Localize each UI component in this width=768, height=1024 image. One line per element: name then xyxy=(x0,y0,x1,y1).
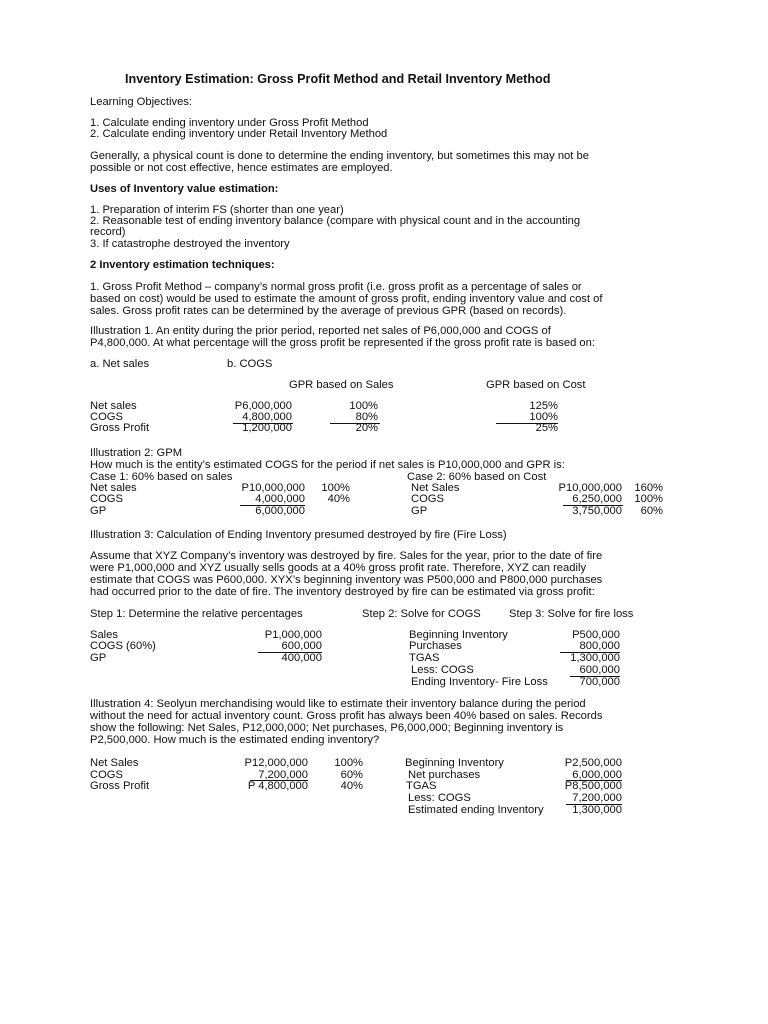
ill3-right-label: Less: COGS xyxy=(411,664,474,676)
ill4-right-amount: 1,300,000 xyxy=(572,804,622,816)
underline-rule xyxy=(233,423,293,424)
ill1-row-sales-pct: 100% xyxy=(349,400,378,412)
ill2-left-pct: 100% xyxy=(321,482,350,494)
ill1-row-sales-pct: 80% xyxy=(355,411,378,423)
document-title: Inventory Estimation: Gross Profit Method and Retail Inventory Method xyxy=(125,72,551,86)
ill3-left-label: GP xyxy=(90,652,107,664)
ill3-line: had occurred prior to the date of fire. The inventory destroyed by fire can be estimated via gross profit: xyxy=(90,586,595,598)
ill1-header-cost: GPR based on Cost xyxy=(486,379,586,391)
ill4-left-pct: 40% xyxy=(340,780,363,792)
ill4-right-label: Net purchases xyxy=(408,769,481,781)
ill3-right-amount: 600,000 xyxy=(579,664,620,676)
ill3-right-label: TGAS xyxy=(409,652,440,664)
intro-line: Generally, a physical count is done to determine the ending inventory, but sometimes this may not be xyxy=(90,150,589,162)
underline-rule xyxy=(566,780,622,781)
underline-rule xyxy=(563,505,623,506)
ill4-left-label: Net Sales xyxy=(90,757,139,769)
ill3-right-label: Ending Inventory- Fire Loss xyxy=(411,676,548,688)
ill2-question: How much is the entity’s estimated COGS for the period if net sales is P10,000,000 and GPR is: xyxy=(90,459,565,471)
objective-item: 1. Calculate ending inventory under Gross Profit Method xyxy=(90,117,369,129)
ill3-right-amount: 700,000 xyxy=(579,676,620,688)
ill3-heading: Illustration 3: Calculation of Ending Inventory presumed destroyed by fire (Fire Loss) xyxy=(90,529,507,541)
underline-rule xyxy=(258,652,322,653)
ill2-left-amount: 6,000,000 xyxy=(255,505,305,517)
ill3-line: estimate that COGS was P600,000. XYX’s beginning inventory was P500,000 and P800,000 purchases xyxy=(90,574,603,586)
ill3-left-amount: P1,000,000 xyxy=(264,629,322,641)
ill3-right-amount: 1,300,000 xyxy=(570,652,620,664)
ill4-left-amount: P 4,800,000 xyxy=(247,780,308,792)
ill2-right-amount: P10,000,000 xyxy=(558,482,622,494)
ill4-right-label: Less: COGS xyxy=(408,792,471,804)
ill1-line: P4,800,000. At what percentage will the gross profit be represented if the gross profit rate is based on: xyxy=(90,337,595,349)
ill3-step1: Step 1: Determine the relative percentages xyxy=(90,608,303,620)
ill2-left-amount: 4,000,000 xyxy=(255,493,305,505)
techniques-line: based on cost) would be used to estimate the amount of gross profit, ending inventory value and cost of xyxy=(90,293,603,305)
ill1-row-amount: 1,200,000 xyxy=(242,422,292,434)
ill3-left-amount: 600,000 xyxy=(281,640,322,652)
ill1-line: Illustration 1. An entity during the prior period, reported net sales of P6,000,000 and COGS of xyxy=(90,325,551,337)
ill1-row-cost-pct: 25% xyxy=(535,422,558,434)
ill4-left-pct: 100% xyxy=(334,757,363,769)
ill2-right-label: Net Sales xyxy=(411,482,460,494)
ill1-option-b: b. COGS xyxy=(227,358,273,370)
ill2-right-amount: 6,250,000 xyxy=(572,493,622,505)
ill3-right-label: Beginning Inventory xyxy=(409,629,508,641)
ill1-row-label: Gross Profit xyxy=(90,422,150,434)
techniques-heading: 2 Inventory estimation techniques: xyxy=(90,259,275,271)
ill4-left-amount: P12,000,000 xyxy=(244,757,308,769)
ill2-right-label: GP xyxy=(411,505,428,517)
ill4-left-label: COGS xyxy=(90,769,123,781)
ill4-line: Illustration 4: Seolyun merchandising would like to estimate their inventory balance during the period xyxy=(90,698,586,710)
ill2-right-label: COGS xyxy=(411,493,444,505)
ill3-left-label: COGS (60%) xyxy=(90,640,156,652)
underline-rule xyxy=(250,780,308,781)
ill3-step3: Step 3: Solve for fire loss xyxy=(509,608,634,620)
ill2-case2: Case 2: 60% based on Cost xyxy=(407,471,547,483)
ill1-row-label: COGS xyxy=(90,411,123,423)
objective-item: 2. Calculate ending inventory under Retail Inventory Method xyxy=(90,128,388,140)
techniques-line: sales. Gross profit rates can be determined by the average of previous GPR (based on records). xyxy=(90,305,567,317)
ill2-left-label: COGS xyxy=(90,493,123,505)
ill1-row-cost-pct: 100% xyxy=(529,411,558,423)
underline-rule xyxy=(560,652,620,653)
underline-rule xyxy=(496,423,558,424)
ill2-right-pct: 60% xyxy=(640,505,663,517)
underline-rule xyxy=(240,505,305,506)
ill3-right-label: Purchases xyxy=(409,640,462,652)
ill2-left-pct: 40% xyxy=(327,493,350,505)
ill1-row-cost-pct: 125% xyxy=(529,400,558,412)
ill4-right-label: Estimated ending Inventory xyxy=(408,804,544,816)
ill2-heading: Illustration 2: GPM xyxy=(90,447,183,459)
ill3-step2: Step 2: Solve for COGS xyxy=(362,608,481,620)
ill3-left-label: Sales xyxy=(90,629,118,641)
ill2-left-amount: P10,000,000 xyxy=(241,482,305,494)
ill2-right-pct: 100% xyxy=(634,493,663,505)
ill2-left-label: Net sales xyxy=(90,482,137,494)
ill1-header-sales: GPR based on Sales xyxy=(289,379,394,391)
objectives-heading: Learning Objectives: xyxy=(90,96,192,108)
ill4-right-amount: P8,500,000 xyxy=(564,780,622,792)
ill1-option-a: a. Net sales xyxy=(90,358,150,370)
ill2-right-amount: 3,750,000 xyxy=(572,505,622,517)
ill3-left-amount: 400,000 xyxy=(281,652,322,664)
ill4-right-amount: 7,200,000 xyxy=(572,792,622,804)
ill4-left-label: Gross Profit xyxy=(90,780,150,792)
uses-item: 2. Reasonable test of ending inventory balance (compare with physical count and in the accounting xyxy=(90,215,581,227)
uses-item: record) xyxy=(90,226,126,238)
ill2-case1: Case 1: 60% based on sales xyxy=(90,471,233,483)
ill1-row-amount: P6,000,000 xyxy=(234,400,292,412)
ill4-line: show the following: Net Sales, P12,000,000; Net purchases, P6,000,000; Beginning inventory is xyxy=(90,722,564,734)
uses-heading: Uses of Inventory value estimation: xyxy=(90,183,279,195)
ill4-left-pct: 60% xyxy=(340,769,363,781)
ill2-left-label: GP xyxy=(90,505,107,517)
ill4-line: without the need for actual inventory count. Gross profit has always been 40% based on sales. Records xyxy=(90,710,603,722)
ill3-right-amount: P500,000 xyxy=(572,629,620,641)
ill3-line: Assume that XYZ Company’s inventory was destroyed by fire. Sales for the year, prior to the date of fire xyxy=(90,550,603,562)
ill4-line: P2,500,000. How much is the estimated ending inventory? xyxy=(90,734,380,746)
ill3-line: were P1,000,000 and XYZ usually sells goods at a 40% gross profit rate. Therefore, XYZ can readily xyxy=(90,562,587,574)
uses-item: 1. Preparation of interim FS (shorter than one year) xyxy=(90,204,344,216)
ill4-right-label: Beginning Inventory xyxy=(405,757,504,769)
underline-rule xyxy=(566,804,622,805)
ill1-row-amount: 4,800,000 xyxy=(242,411,292,423)
ill2-right-pct: 160% xyxy=(634,482,663,494)
ill4-right-label: TGAS xyxy=(406,780,437,792)
intro-line: possible or not cost effective, hence estimates are employed. xyxy=(90,162,393,174)
underline-rule xyxy=(570,676,620,677)
underline-rule xyxy=(330,423,380,424)
ill4-right-amount: P2,500,000 xyxy=(564,757,622,769)
uses-item: 3. If catastrophe destroyed the inventory xyxy=(90,238,290,250)
ill1-row-label: Net sales xyxy=(90,400,137,412)
ill4-left-amount: 7,200,000 xyxy=(258,769,308,781)
techniques-line: 1. Gross Profit Method – company’s normal gross profit (i.e. gross profit as a percentage of sales or xyxy=(90,281,582,293)
ill1-row-sales-pct: 20% xyxy=(355,422,378,434)
ill4-right-amount: 6,000,000 xyxy=(572,769,622,781)
ill3-right-amount: 800,000 xyxy=(579,640,620,652)
